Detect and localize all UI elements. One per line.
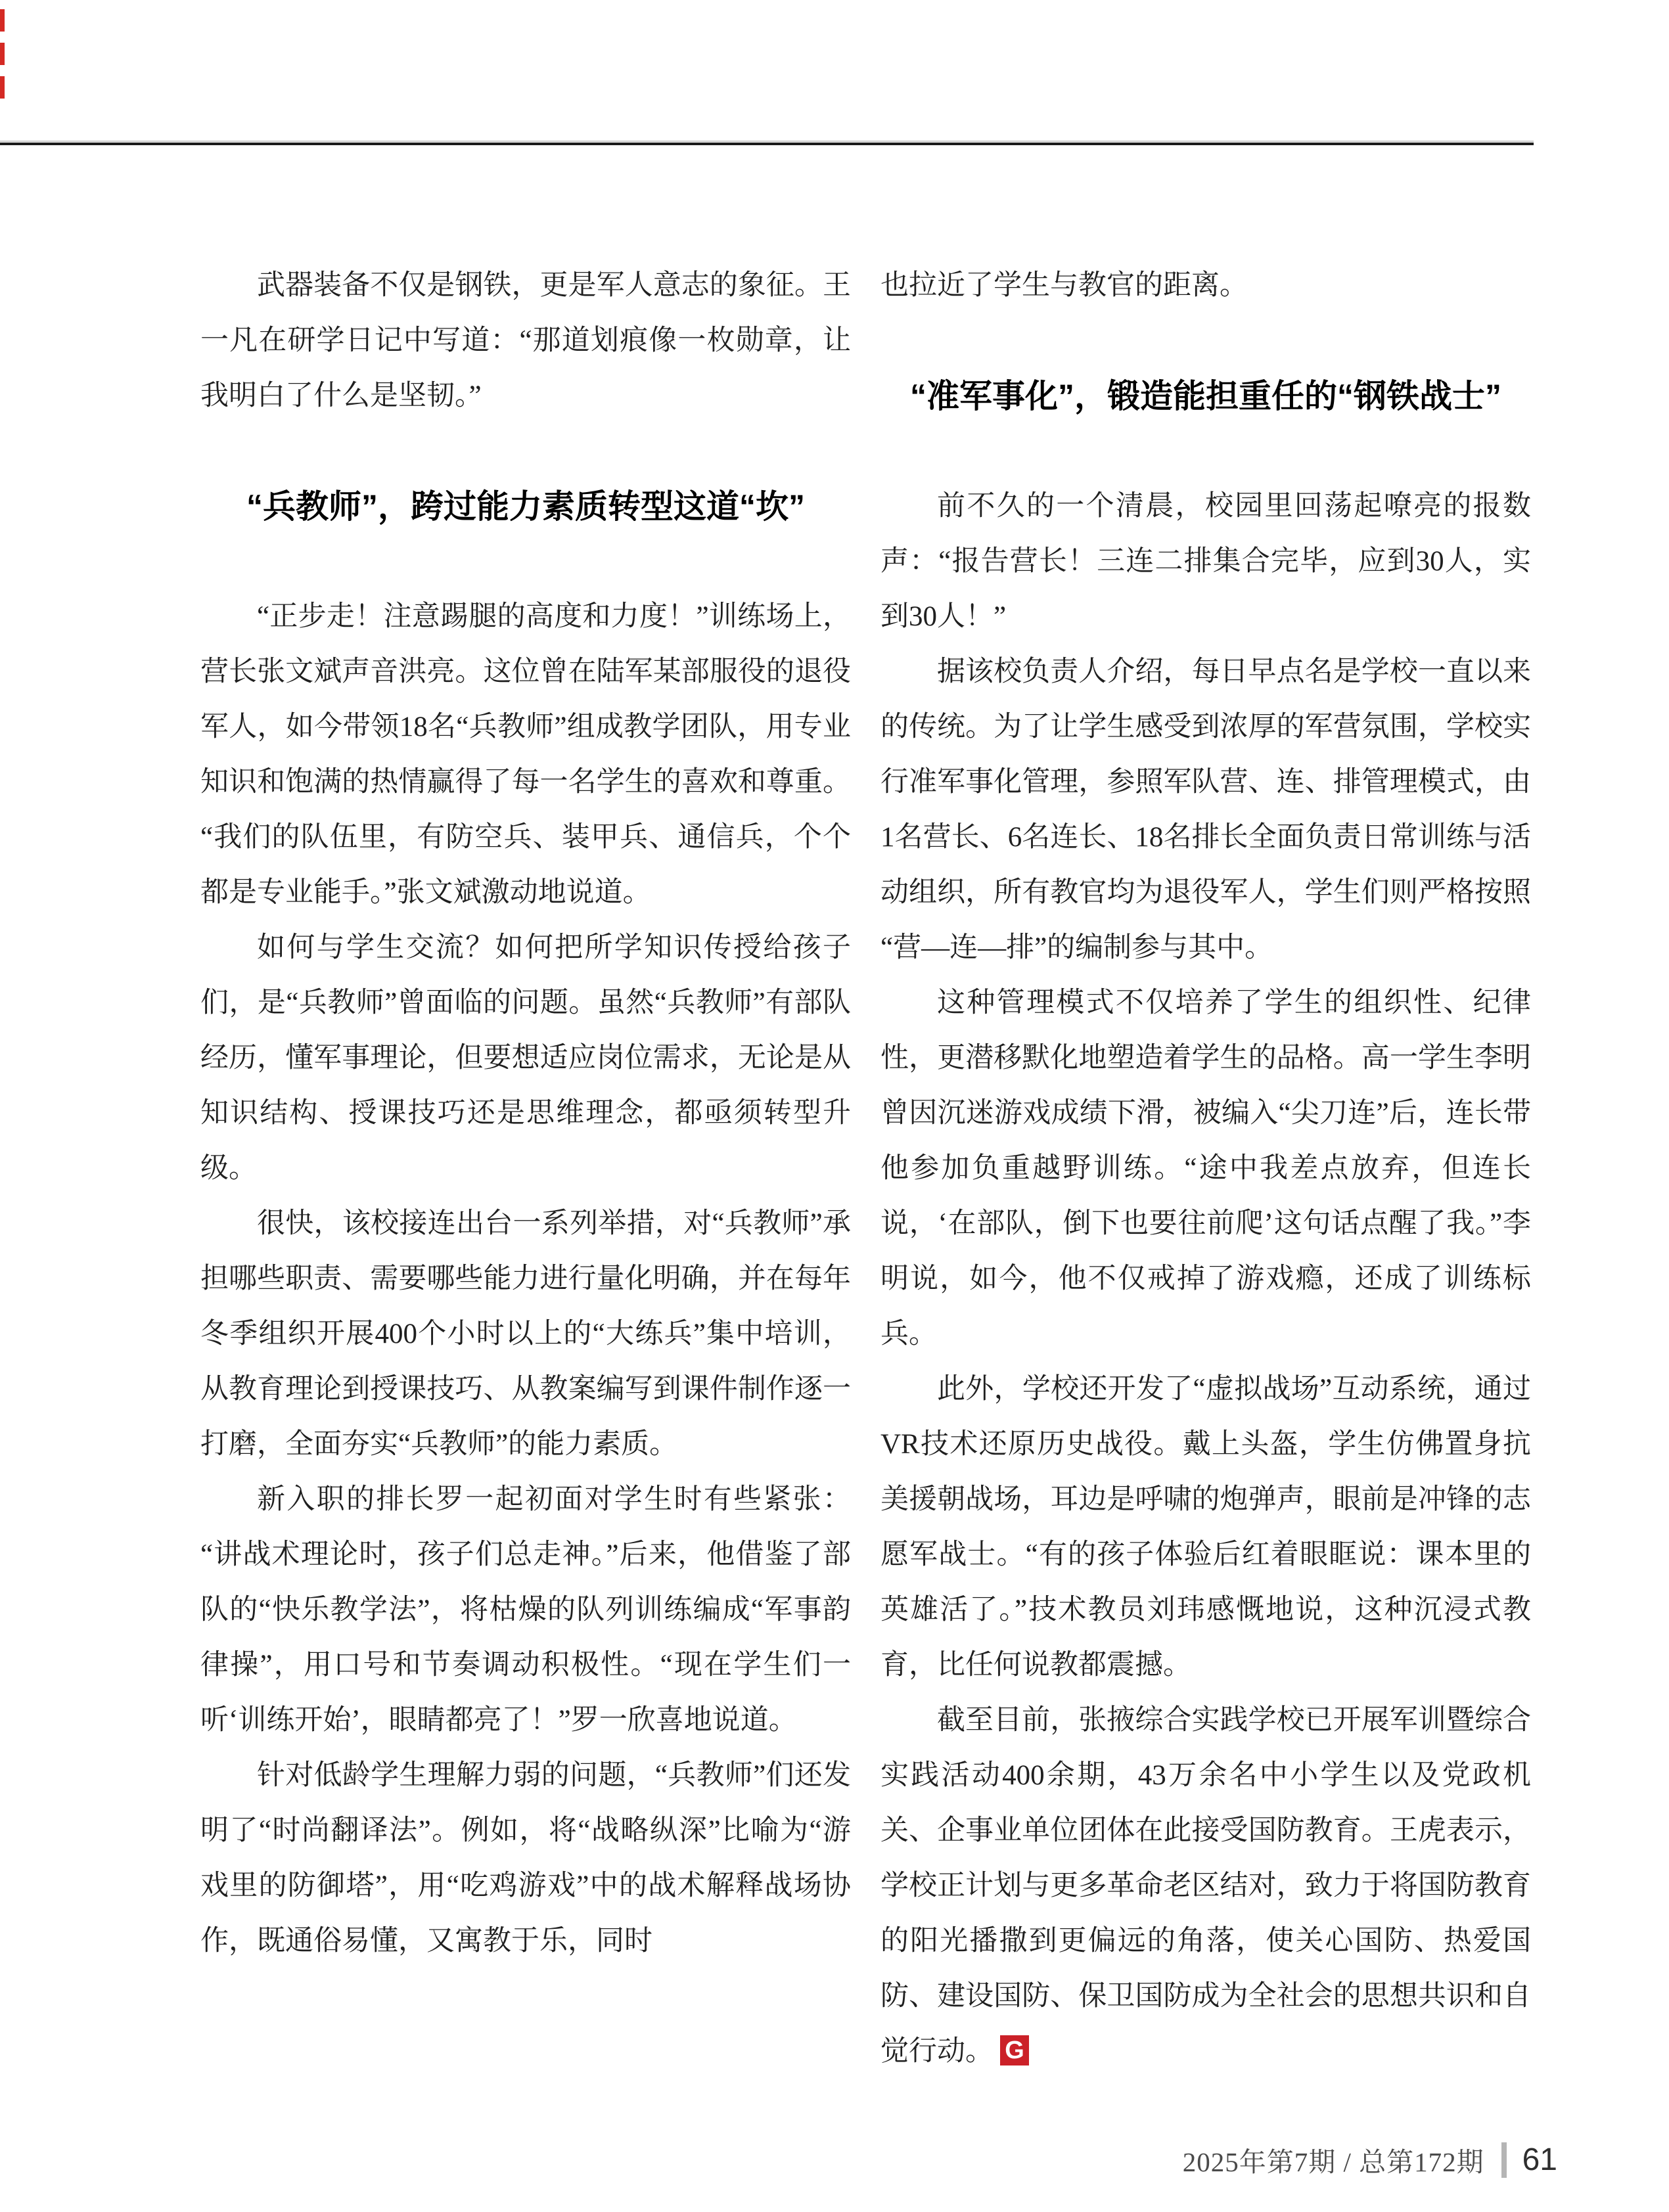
paragraph: 据该校负责人介绍，每日早点名是学校一直以来的传统。为了让学生感受到浓厚的军营氛围，学校实行准军事化管理，参照军队营、连、排管理模式，由1名营长、6名连长、18名排长全面负责日常训练与活动组织，所有教官均为退役军人，学生们则严格按照“营—连—排”的编制参与其中。 bbox=[880, 656, 1531, 963]
bleed-marks bbox=[0, 9, 7, 110]
right-lead-paragraphs bbox=[880, 258, 1531, 313]
footer-issue-info: 2025年第7期 / 总第172期 bbox=[1182, 2147, 1484, 2177]
top-rule-highlight bbox=[0, 141, 1534, 142]
paragraph: 也拉近了学生与教官的距离。 bbox=[880, 270, 1248, 301]
right-section-heading: “准军事化”，锻造能担重任的“钢铁战士” bbox=[910, 378, 1501, 415]
left-column bbox=[200, 258, 851, 1969]
paragraph: 这种管理模式不仅培养了学生的组织性、纪律性，更潜移默化地塑造着学生的品格。高一学生李明曾因沉迷游戏成绩下滑，被编入“尖刀连”后，连长带他参加负重越野训练。“途中我差点放弃，但连长说，‘在部队，倒下也要往前爬’这句话点醒了我。”李明说，如今，他不仅戒掉了游戏瘾，还成了训练标兵。 bbox=[880, 987, 1531, 1349]
bleed-dash bbox=[0, 76, 5, 99]
paragraph: 前不久的一个清晨，校园里回荡起嘹亮的报数声：“报告营长！三连二排集合完毕，应到30人，实到30人！” bbox=[880, 491, 1531, 632]
top-rule bbox=[0, 143, 1534, 145]
bleed-dash bbox=[0, 9, 5, 32]
right-column bbox=[880, 258, 1531, 2079]
bleed-dash bbox=[0, 43, 5, 65]
article-end-mark: G bbox=[1000, 2035, 1029, 2065]
paragraph: 如何与学生交流？如何把所学知识传授给孩子们，是“兵教师”曾面临的问题。虽然“兵教师”有部队经历，懂军事理论，但要想适应岗位需求，无论是从知识结构、授课技巧还是思维理念，都亟须转型升级。 bbox=[200, 932, 851, 1184]
paragraph: 此外，学校还开发了“虚拟战场”互动系统，通过VR技术还原历史战役。戴上头盔，学生仿佛置身抗美援朝战场，耳边是呼啸的炮弹声，眼前是冲锋的志愿军战士。“有的孩子体验后红着眼眶说：课本里的英雄活了。”技术教员刘玮感慨地说，这种沉浸式教育，比任何说教都震撼。 bbox=[880, 1374, 1531, 1681]
left-paragraphs bbox=[200, 589, 851, 1969]
paragraph: 针对低龄学生理解力弱的问题，“兵教师”们还发明了“时尚翻译法”。例如，将“战略纵深”比喻为“游戏里的防御塔”，用“吃鸡游戏”中的战术解释战场协作，既通俗易懂，又寓教于乐，同时 bbox=[200, 1760, 851, 1956]
left-lead-paragraphs bbox=[200, 258, 851, 424]
right-paragraphs bbox=[880, 479, 1531, 2079]
footer-page-number: 61 bbox=[1522, 2142, 1557, 2177]
paragraph: 很快，该校接连出台一系列举措，对“兵教师”承担哪些职责、需要哪些能力进行量化明确，并在每年冬季组织开展400个小时以上的“大练兵”集中培训，从教育理论到授课技巧、从教案编写到课件制作逐一打磨，全面夯实“兵教师”的能力素质。 bbox=[200, 1208, 851, 1460]
paragraph: “正步走！注意踢腿的高度和力度！”训练场上，营长张文斌声音洪亮。这位曾在陆军某部服役的退役军人，如今带领18名“兵教师”组成教学团队，用专业知识和饱满的热情赢得了每一名学生的喜欢和尊重。“我们的队伍里，有防空兵、装甲兵、通信兵，个个都是专业能手。”张文斌激动地说道。 bbox=[200, 601, 851, 908]
left-section-heading: “兵教师”，跨过能力素质转型这道“坎” bbox=[246, 488, 805, 525]
paragraph: 新入职的排长罗一起初面对学生时有些紧张：“讲战术理论时，孩子们总走神。”后来，他借鉴了部队的“快乐教学法”，将枯燥的队列训练编成“军事韵律操”，用口号和节奏调动积极性。“现在学生们一听‘训练开始’，眼睛都亮了！”罗一欣喜地说道。 bbox=[200, 1484, 851, 1736]
paragraph: 截至目前，张掖综合实践学校已开展军训暨综合实践活动400余期，43万余名中小学生以及党政机关、企事业单位团体在此接受国防教育。王虎表示，学校正计划与更多革命老区结对，致力于将国防教育的阳光播撒到更偏远的角落，使关心国防、热爱国防、建设国防、保卫国防成为全社会的思想共识和自觉行动。 G bbox=[880, 1705, 1531, 2067]
footer-divider-bar bbox=[1501, 2142, 1507, 2178]
paragraph: 武器装备不仅是钢铁，更是军人意志的象征。王一凡在研学日记中写道：“那道划痕像一枚勋章，让我明白了什么是坚韧。” bbox=[200, 270, 851, 411]
page-footer bbox=[1183, 2140, 1557, 2179]
